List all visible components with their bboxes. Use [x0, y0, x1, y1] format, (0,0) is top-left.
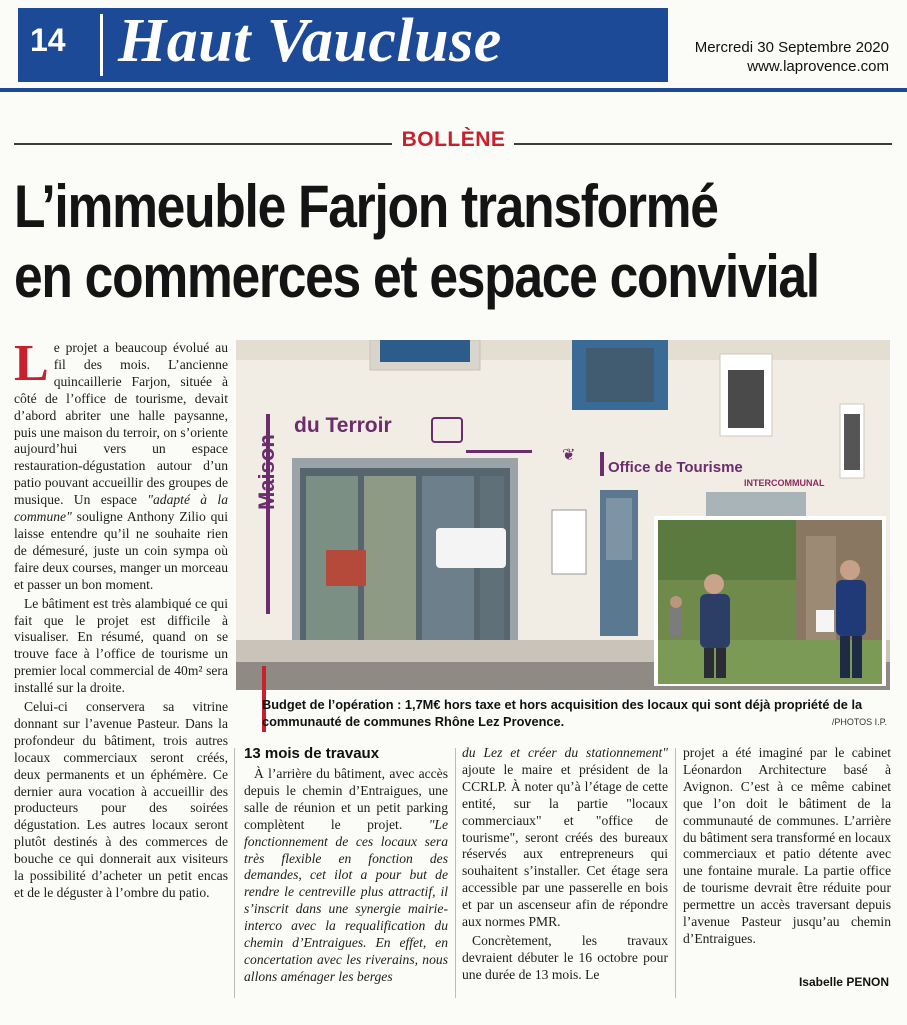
leaf-icon: ❦	[562, 445, 576, 464]
kicker: BOLLÈNE	[401, 128, 506, 151]
sign-office: Office de Tourisme	[608, 459, 743, 476]
section-title: Haut Vaucluse	[118, 7, 502, 75]
masthead-info	[695, 38, 889, 76]
column-4	[683, 745, 891, 950]
headline-line-2: en commerces et espace convivial	[14, 243, 819, 310]
masthead-divider	[100, 14, 103, 76]
paragraph: Le bâtiment est très alambiqué ce qui fait que le projet est difficile à visualiser. En résumé, quand on se trouve face à l’office de tourisme un premier local commercial de 40m² sera installé sur la droite.	[14, 595, 228, 696]
byline: Isabelle PENON	[798, 975, 889, 989]
column-1	[14, 335, 229, 904]
dropcap: L	[14, 335, 49, 392]
paragraph: Celui-ci conservera sa vitrine donnant sur l’avenue Pasteur. Dans la profondeur du bâtiment, trois autres locaux commerciaux seront créés, deux permanents et un éphémère. Ce dernier aura vocation à accueillir des producteurs pour des soirées dégustation. Les autres locaux seront plutôt destinés à des commerces de bouche ce qui donnerait aux visiteurs la possibilité d’acheter un petit encas et de le déguster à l’ombre du patio.	[14, 699, 228, 900]
website: www.laprovence.com	[747, 58, 889, 75]
paragraph: Concrètement, les travaux devraient débuter le 16 octobre pour une durée de 13 mois. Le	[462, 932, 668, 982]
column-rule	[675, 748, 676, 998]
article-photo	[236, 340, 890, 690]
paragraph: du Lez et créer du stationnement" ajoute le maire et président de la CCRLP. À noter qu’à l’étage de cette entité, sur la partie "locaux commerciaux" et "office de tourisme", seront créés des bureaux réservés aux entrepreneurs qui souhaitent s’installer. Cet étage sera accessible par une passerelle en bois et par un ascenseur afin de répondre aux normes PMR.	[462, 745, 668, 930]
paragraph: projet a été imaginé par le cabinet Léonardon Architecture basé à Avignon. C’est à ce même cabinet que l’on doit le bâtiment de la communauté de communes. L’arrière du bâtiment sera transformé en locaux commerciaux et patio détente avec une fontaine murale. La partie office de tourisme devrait être réduite pour permettre un accès traversant depuis l’avenue Pasteur jusqu’au chemin d’Entraigues.	[683, 745, 891, 946]
sign-intercommunal: INTERCOMMUNAL	[744, 478, 825, 488]
column-rule	[455, 748, 456, 998]
column-rule	[234, 748, 235, 998]
sign-maison: Maison	[254, 434, 279, 510]
sign-terroir: du Terroir	[294, 414, 392, 437]
photo-caption: Budget de l’opération : 1,7M€ hors taxe et hors acquisition des locaux qui sont déjà propriété de la communauté de communes Rhône Lez Provence.	[262, 697, 863, 729]
headline-line-1: L’immeuble Farjon transformé	[14, 173, 718, 240]
paragraph: À l’arrière du bâtiment, avec accès depuis le chemin d’Entraigues, une salle de réunion et un petit parking complètent le projet. "Le fonctionnement de ces locaux sera très flexible en fonction des demandes, cet ilot a pour but de rendre le centreville plus attractif, il s’inscrit dans une synergie mairie-interco avec la requalification du chemin d’Entraigues. En effet, en concertation avec les riverains, nous allons aménager les berges	[244, 766, 448, 984]
masthead	[0, 8, 907, 90]
photo-credit: /PHOTOS I.P.	[831, 717, 887, 727]
paragraph: Le projet a beaucoup évolué au fil des mois. L’ancienne quincaillerie Farjon, située à côté de l’office de tourisme, devait d’abord abriter une halle paysanne, puis une maison du terroir, on s’oriente aujourd’hui vers un espace restauration-dégustation autour d’un patio pouvant accueillir des groupes de musique. Un espace "adapté à la commune" souligne Anthony Zilio qui laisse entendre qu’il ne souhaite rien de démesuré, juste un coin sympa où faire deux courses, manger un morceau et passer un bon moment.	[14, 335, 229, 592]
headline	[14, 172, 819, 312]
column-3	[462, 745, 668, 986]
subheading: 13 mois de travaux	[244, 745, 380, 762]
masthead-rule	[0, 88, 907, 92]
column-2	[244, 745, 448, 988]
issue-date: Mercredi 30 Septembre 2020	[694, 39, 889, 56]
page-number: 14	[30, 22, 66, 58]
